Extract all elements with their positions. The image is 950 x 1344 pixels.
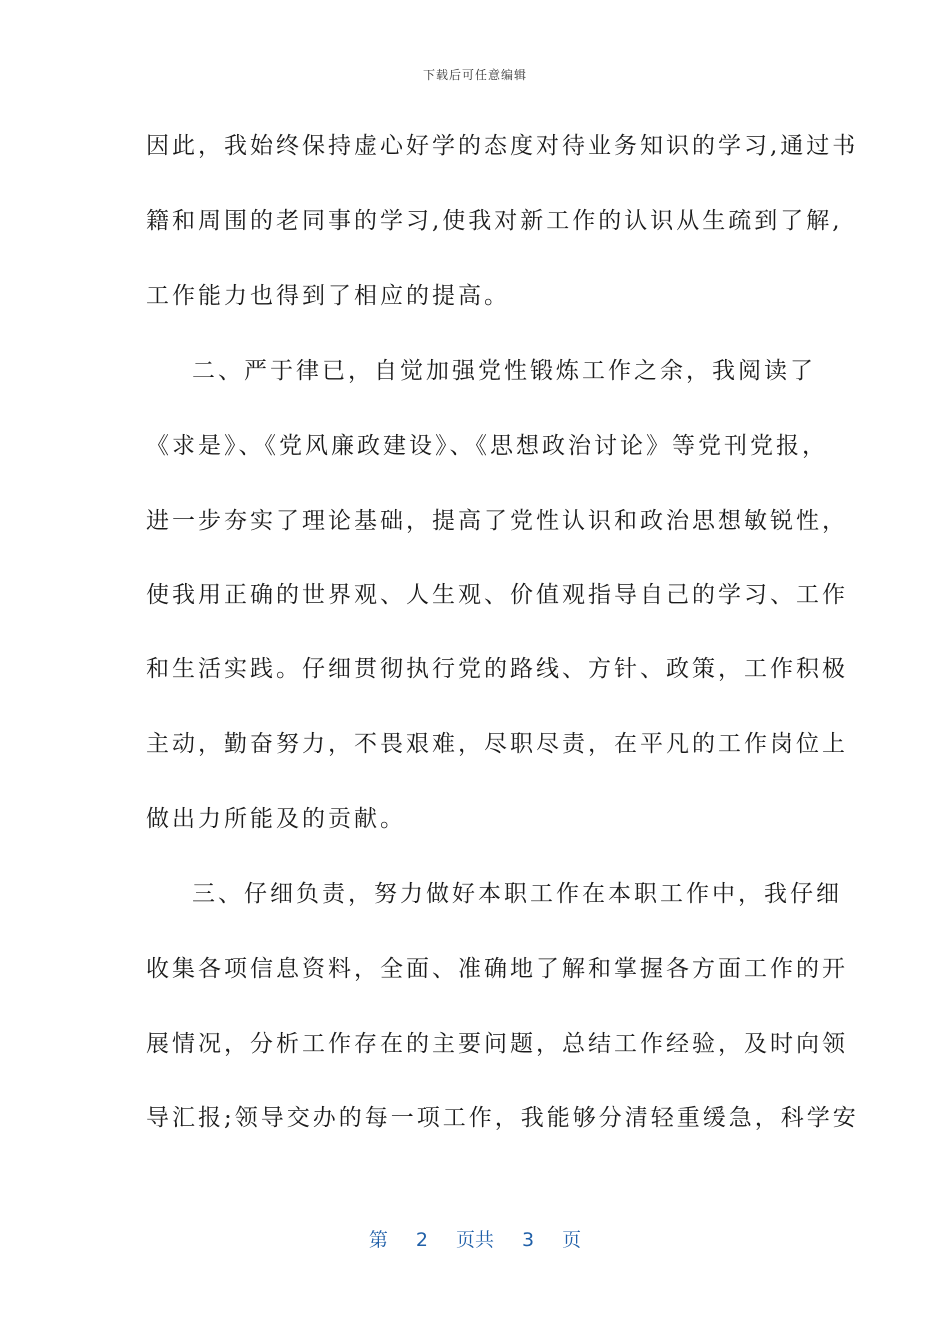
body-line: 和生活实践。仔细贯彻执行党的路线、方针、政策，工作积极 <box>146 656 848 682</box>
page-header: 下载后可任意编辑 <box>422 68 527 82</box>
body-line: 导汇报;领导交办的每一项工作，我能够分清轻重缓急，科学安 <box>146 1105 859 1131</box>
page-label-prefix: 第 <box>368 1229 388 1251</box>
page-label-suffix: 页 <box>562 1229 582 1251</box>
total-pages-number: 3 <box>522 1229 535 1251</box>
body-line-paragraph-start: 二、严于律已，自觉加强党性锻炼工作之余，我阅读了 <box>192 358 816 384</box>
body-line: 做出力所能及的贡献。 <box>146 806 406 832</box>
body-line: 《求是》、《党风廉政建设》、《思想政治讨论》等党刊党报， <box>146 433 828 459</box>
page-number-footer <box>0 1225 950 1252</box>
body-line: 进一步夯实了理论基础，提高了党性认识和政治思想敏锐性， <box>146 508 848 534</box>
body-line: 工作能力也得到了相应的提高。 <box>146 283 510 309</box>
body-line: 因此，我始终保持虚心好学的态度对待业务知识的学习,通过书 <box>146 133 859 159</box>
body-line: 籍和周围的老同事的学习,使我对新工作的认识从生疏到了解, <box>146 208 843 234</box>
body-line: 主动，勤奋努力，不畏艰难，尽职尽责，在平凡的工作岗位上 <box>146 731 848 757</box>
current-page-number: 2 <box>415 1229 428 1251</box>
body-line: 展情况，分析工作存在的主要问题，总结工作经验，及时向领 <box>146 1031 848 1057</box>
body-line: 收集各项信息资料，全面、准确地了解和掌握各方面工作的开 <box>146 956 848 982</box>
body-line: 使我用正确的世界观、人生观、价值观指导自己的学习、工作 <box>146 582 848 608</box>
body-line-paragraph-start: 三、仔细负责，努力做好本职工作在本职工作中，我仔细 <box>192 881 842 907</box>
page-label-mid: 页共 <box>455 1229 494 1251</box>
